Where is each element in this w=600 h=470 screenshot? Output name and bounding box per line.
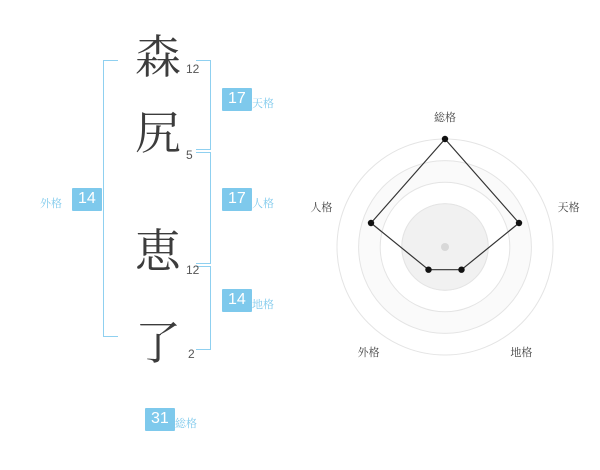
tenkaku-value-badge: 17	[222, 88, 252, 111]
gaikaku-bracket	[103, 60, 118, 337]
stroke-count-1: 12	[186, 62, 200, 76]
soukaku-label: 総格	[175, 417, 197, 430]
chikaku-value-badge: 14	[222, 289, 252, 312]
gaikaku-value-badge: 14	[72, 188, 102, 211]
name-character-4: 了	[135, 316, 181, 370]
svg-text:人格: 人格	[310, 200, 333, 214]
chikaku-label: 地格	[252, 298, 274, 311]
name-character-1: 森	[135, 30, 181, 84]
svg-text:天格: 天格	[557, 200, 580, 214]
jinkaku-label: 人格	[252, 197, 274, 210]
jinkaku-value-badge: 17	[222, 188, 252, 211]
stroke-count-4: 2	[188, 347, 195, 361]
stroke-count-2: 5	[186, 148, 193, 162]
radar-chart	[300, 95, 600, 385]
chikaku-bracket	[196, 266, 211, 350]
radar-center-dot	[441, 243, 449, 251]
tenkaku-label: 天格	[252, 97, 274, 110]
name-character-3: 恵	[135, 224, 181, 278]
name-character-2: 尻	[135, 106, 181, 160]
svg-text:地格: 地格	[510, 346, 533, 360]
stroke-count-3: 12	[186, 263, 200, 277]
radar-chart-svg	[300, 95, 600, 385]
gaikaku-label: 外格	[40, 197, 62, 210]
jinkaku-bracket	[196, 152, 211, 264]
svg-text:総格: 総格	[434, 111, 456, 124]
soukaku-value-badge: 31	[145, 408, 175, 431]
svg-text:外格: 外格	[357, 346, 380, 360]
